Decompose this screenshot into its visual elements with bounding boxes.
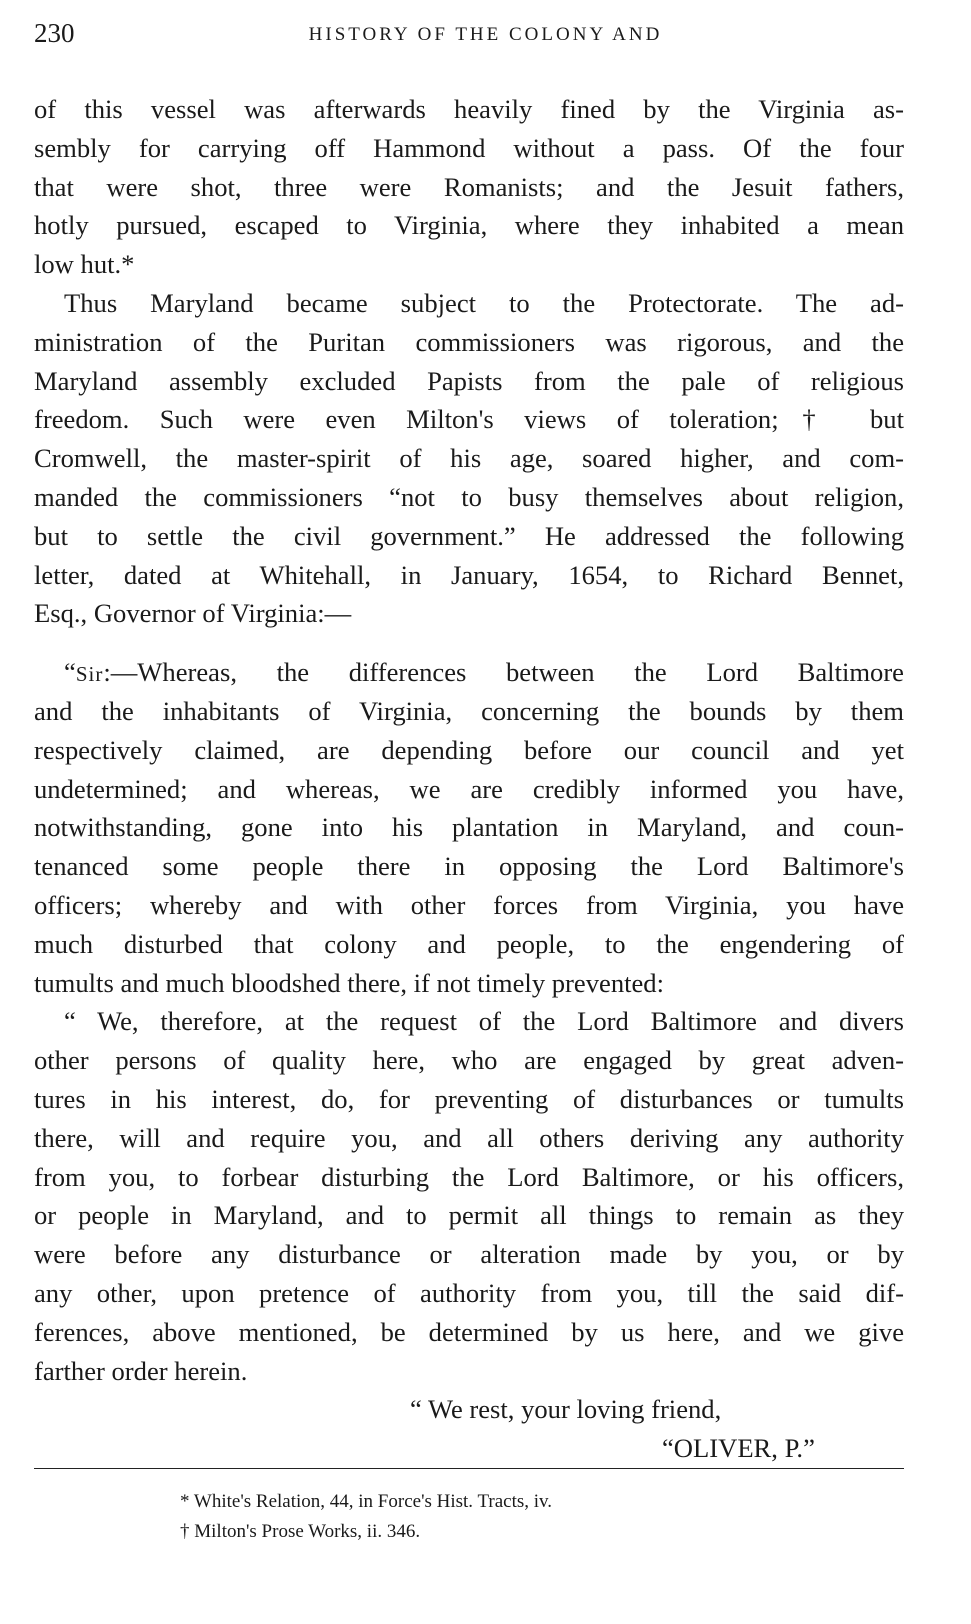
body-text (34, 90, 904, 1468)
text-line: sembly for carrying off Hammond without a pass. Of the four (34, 132, 904, 163)
page-header (34, 18, 937, 52)
text-line: tures in his interest, do, for preventing of disturbances or tumults (34, 1083, 904, 1114)
text-line: of this vessel was afterwards heavily fined by the Virginia as- (34, 94, 904, 124)
text-line: and the inhabitants of Virginia, concerning the bounds by them (34, 695, 904, 726)
running-title: HISTORY OF THE COLONY AND (308, 24, 663, 45)
text-line: farther order herein. (34, 1355, 248, 1386)
letter-line-text: :—Whereas, the differences between the Lord Baltimore (103, 657, 904, 688)
text-line: undetermined; and whereas, we are credibly informed you have, (34, 773, 904, 804)
text-line: low hut.* (34, 249, 135, 280)
footnotes (180, 1487, 552, 1547)
text-line: that were shot, three were Romanists; and the Jesuit fathers, (34, 171, 904, 202)
cromwell-letter (34, 653, 904, 1468)
text-line: other persons of quality here, who are engaged by great adven- (34, 1045, 904, 1076)
letter-opening-line (34, 653, 904, 692)
text-line: there, will and require you, and all others deriving any authority (34, 1122, 904, 1153)
footnote-rule (34, 1468, 904, 1469)
text-line: Esq., Governor of Virginia:— (34, 598, 352, 629)
text-line: officers; whereby and with other forces from Virginia, you have (34, 889, 904, 920)
salutation: Sir (75, 662, 104, 687)
text-line: from you, to forbear disturbing the Lord Baltimore, or his officers, (34, 1161, 904, 1192)
text-line: ferences, above mentioned, be determined by us here, and we give (34, 1316, 904, 1347)
text-line: but to settle the civil government.” He addressed the following (34, 520, 904, 551)
text-line: notwithstanding, gone into his plantation in Maryland, and coun- (34, 812, 904, 843)
text-line: were before any disturbance or alteration made by you, or by (34, 1239, 904, 1270)
text-line: tenanced some people there in opposing the Lord Baltimore's (34, 851, 904, 882)
text-line: much disturbed that colony and people, to the engendering of (34, 928, 904, 959)
text-line: hotly pursued, escaped to Virginia, where they inhabited a mean (34, 210, 904, 241)
letter-signature: “OLIVER, P.” (662, 1433, 815, 1464)
footnote-milton-prose: † Milton's Prose Works, ii. 346. (180, 1521, 421, 1542)
paragraph-protectorate (34, 284, 904, 633)
text-line: respectively claimed, are depending before our council and yet (34, 734, 904, 765)
opening-quote: “ (64, 657, 76, 688)
text-line: “ We, therefore, at the request of the Lord Baltimore and divers (64, 1006, 904, 1037)
page-number: 230 (34, 18, 75, 48)
text-line: letter, dated at Whitehall, in January, 1654, to Richard Bennet, (34, 559, 904, 590)
text-line: Cromwell, the master-spirit of his age, soared higher, and com- (34, 443, 904, 474)
paragraph-continued (34, 90, 904, 284)
text-line: Maryland assembly excluded Papists from the pale of religious (34, 365, 904, 396)
text-line: any other, upon pretence of authority from you, till the said dif- (34, 1277, 904, 1308)
text-line: ministration of the Puritan commissioners was rigorous, and the (34, 326, 904, 357)
text-line: manded the commissioners “not to busy themselves about religion, (34, 481, 904, 512)
text-line: or people in Maryland, and to permit all things to remain as they (34, 1200, 904, 1231)
text-line: tumults and much bloodshed there, if not timely prevented: (34, 967, 664, 998)
text-line: freedom. Such were even Milton's views of toleration;† but (34, 404, 904, 435)
text-line: Thus Maryland became subject to the Protectorate. The ad- (64, 287, 904, 318)
footnote-white-relation: * White's Relation, 44, in Force's Hist. Tracts, iv. (180, 1491, 553, 1512)
letter-closing: “ We rest, your loving friend, (410, 1394, 722, 1425)
paragraph-gap (34, 633, 904, 653)
